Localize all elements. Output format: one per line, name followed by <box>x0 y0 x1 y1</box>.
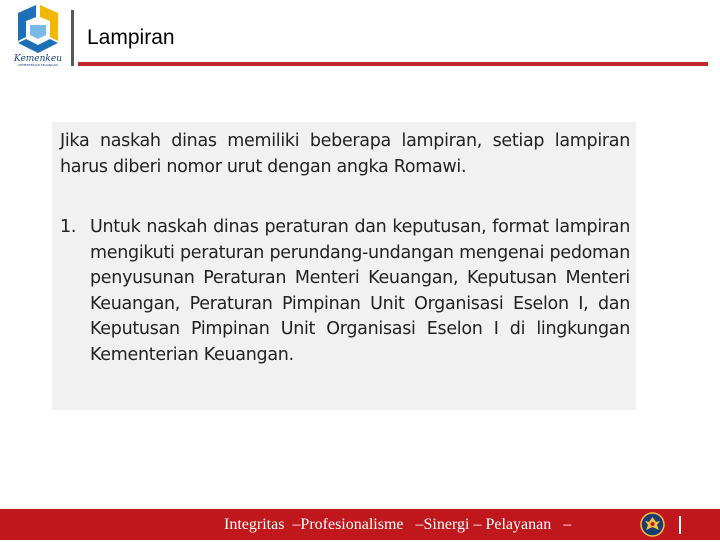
content-panel <box>52 122 636 410</box>
list-item <box>60 215 630 368</box>
footer-divider <box>679 516 681 534</box>
kemenkeu-logo <box>10 5 66 67</box>
intro-paragraph: Jika naskah dinas memiliki beberapa lampiran, setiap lampiran harus diberi nomor urut dengan angka Romawi. <box>60 131 630 177</box>
footer-values-text: Integritas –Profesionalisme –Sinergi – Pelayanan – <box>224 516 572 533</box>
garuda-emblem-icon <box>640 512 665 537</box>
kemenkeu-logo-icon <box>10 5 66 67</box>
list-item-text: Untuk naskah dinas peraturan dan keputusan, format lampiran mengikuti peraturan perundang-undangan mengenai pedoman penyusunan Peraturan Menteri Keuangan, Keputusan Menteri Keuangan, Peraturan Pimpinan Unit Organisasi Eselon I, dan Keputusan Pimpinan Unit Organisasi Eselon I di lingkungan Kementerian Keuangan. <box>90 217 630 365</box>
header-divider <box>71 10 74 66</box>
header-underline <box>78 62 708 66</box>
logo-subtext: KEMENTERIAN KEUANGAN <box>18 63 58 67</box>
numbered-list <box>60 215 630 368</box>
page-title: Lampiran <box>87 26 175 49</box>
list-item-number: 1. <box>60 217 77 237</box>
footer-bar <box>0 509 720 540</box>
logo-wordmark: Kemenkeu <box>13 54 63 64</box>
